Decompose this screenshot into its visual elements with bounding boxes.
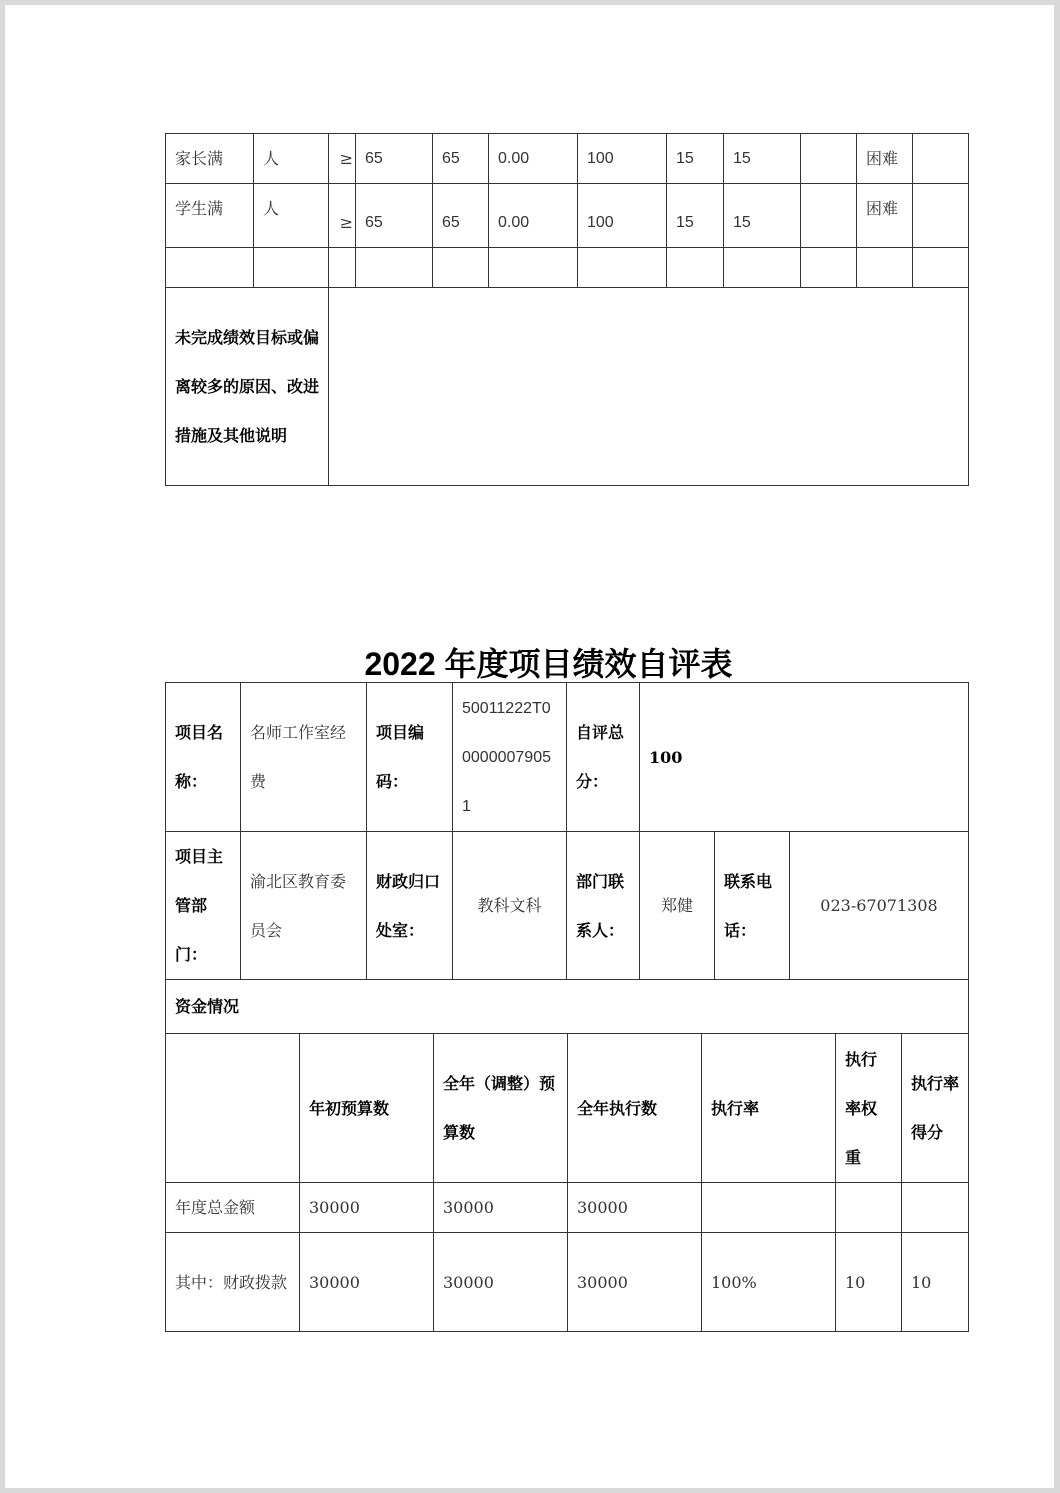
funds-cell: [836, 1183, 902, 1233]
finance-label: 财政归口处室：: [367, 832, 453, 980]
contact-value: 郑健: [640, 832, 715, 980]
funds-cell: [702, 1183, 836, 1233]
page-title: 2022 年度项目绩效自评表: [364, 646, 733, 682]
funds-header: 执行率: [702, 1034, 836, 1183]
contact-label: 部门联系人：: [567, 832, 640, 980]
indicator-empty-row: [166, 248, 969, 288]
indicator-rate: 100: [578, 134, 667, 184]
indicator-score: 15: [724, 184, 801, 248]
document-page: [5, 5, 1054, 1488]
funds-row: [166, 1183, 969, 1233]
indicator-unit: 人: [254, 184, 329, 248]
indicator-rate: 100: [578, 184, 667, 248]
explanation-row: [166, 288, 969, 486]
funds-cell: 30000: [434, 1233, 568, 1332]
funds-header-row: [166, 1034, 969, 1183]
indicator-target: 65: [356, 134, 433, 184]
indicator-weight: 15: [667, 134, 724, 184]
dept-value: 渝北区教育委员会: [241, 832, 367, 980]
funds-cell: 30000: [300, 1233, 434, 1332]
funds-header: 年初预算数: [300, 1034, 434, 1183]
explanation-value: [329, 288, 969, 486]
funds-cell: 30000: [568, 1183, 702, 1233]
project-name-label: 项目名称：: [166, 683, 241, 832]
indicator-row: [166, 134, 969, 184]
indicator-note: [913, 184, 969, 248]
project-code-label: 项目编码：: [367, 683, 453, 832]
indicator-deviation: 0.00: [489, 184, 578, 248]
indicator-score: 15: [724, 134, 801, 184]
funds-header: 全年（调整）预算数: [434, 1034, 568, 1183]
indicator-weight: 15: [667, 184, 724, 248]
indicator-operator: ≥: [329, 184, 356, 248]
funds-cell: 其中：财政拨款: [166, 1233, 300, 1332]
funds-table: [165, 1033, 969, 1332]
funds-cell: 年度总金额: [166, 1183, 300, 1233]
indicator-reason: 困难: [857, 134, 913, 184]
funds-row: [166, 1233, 969, 1332]
indicator-reason: 困难: [857, 184, 913, 248]
project-name-value: 名师工作室经费: [241, 683, 367, 832]
indicator-actual: 65: [433, 184, 489, 248]
project-code-value: 50011222T000000079051: [453, 683, 567, 832]
phone-value: 023-67071308: [790, 832, 969, 980]
funds-header: 执行率得分: [902, 1034, 969, 1183]
indicator-deviation: 0.00: [489, 134, 578, 184]
funds-cell: 10: [902, 1233, 969, 1332]
indicator-blank: [801, 134, 857, 184]
score-label: 自评总分：: [567, 683, 640, 832]
indicator-actual: 65: [433, 134, 489, 184]
funds-cell: 30000: [300, 1183, 434, 1233]
funds-section-row: [166, 980, 969, 1034]
indicator-operator: ≥: [329, 134, 356, 184]
dept-label: 项目主管部门：: [166, 832, 241, 980]
finance-value: 教科文科: [453, 832, 567, 980]
indicator-note: [913, 134, 969, 184]
indicator-row: [166, 184, 969, 248]
explanation-label: 未完成绩效目标或偏离较多的原因、改进措施及其他说明: [166, 288, 329, 486]
indicator-name: 家长满: [166, 134, 254, 184]
indicator-unit: 人: [254, 134, 329, 184]
funds-header: 执行率权重: [836, 1034, 902, 1183]
phone-label: 联系电话：: [715, 832, 790, 980]
indicator-table: [165, 133, 969, 486]
indicator-blank: [801, 184, 857, 248]
funds-cell: [902, 1183, 969, 1233]
project-row-2: [166, 832, 969, 980]
score-value: 100: [640, 683, 969, 832]
funds-cell: 30000: [568, 1233, 702, 1332]
funds-header: [166, 1034, 300, 1183]
indicator-name: 学生满: [166, 184, 254, 248]
funds-cell: 100%: [702, 1233, 836, 1332]
funds-header: 全年执行数: [568, 1034, 702, 1183]
indicator-target: 65: [356, 184, 433, 248]
funds-cell: 30000: [434, 1183, 568, 1233]
project-info-table: [165, 682, 969, 1034]
project-row-1: [166, 683, 969, 832]
funds-section-label: 资金情况: [166, 980, 969, 1034]
funds-cell: 10: [836, 1233, 902, 1332]
